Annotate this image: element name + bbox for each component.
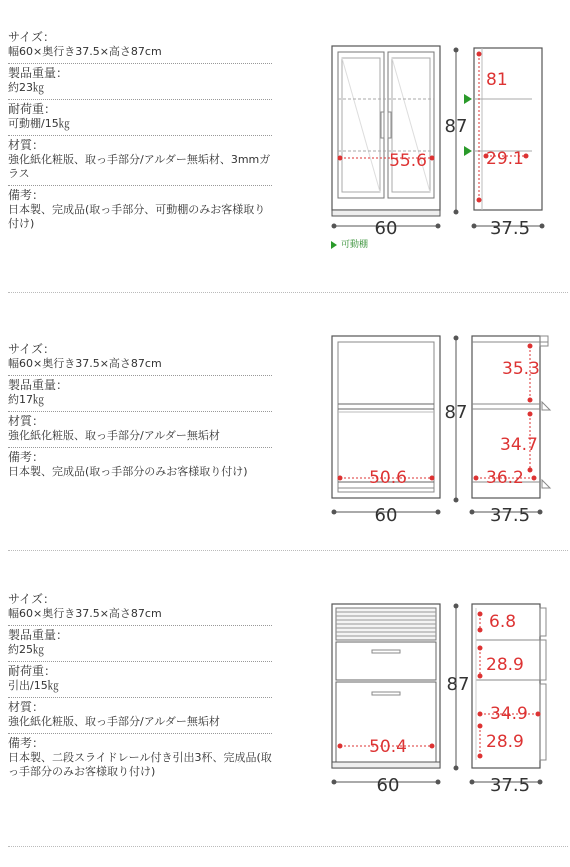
section-divider (8, 846, 568, 847)
spec-value: 日本製、二段スライドレール付き引出3杯、完成品(取っ手部分のみお客様取り付け) (8, 751, 272, 778)
spec-value: 日本製、完成品(取っ手部分のみお客様取り付け) (8, 465, 248, 478)
spec-label: 製品重量： (8, 66, 69, 80)
product-section-1 (0, 0, 570, 290)
side-dim-label: 81 (486, 70, 508, 90)
spec-material (8, 412, 272, 448)
depth-label: 37.5 (489, 218, 531, 238)
dimension-diagram (326, 38, 556, 238)
depth-label: 37.5 (489, 505, 531, 526)
triangle-marker-icon (331, 241, 337, 249)
spec-label: 備考： (8, 736, 45, 750)
spec-weight (8, 376, 272, 412)
dimension-diagram (326, 332, 556, 528)
spec-material (8, 136, 272, 186)
spec-label: 製品重量： (8, 628, 69, 642)
side-dim-label: 29.1 (486, 149, 524, 169)
width-label: 60 (374, 505, 398, 526)
side-dim-label: 34.9 (490, 704, 528, 724)
spec-label: 材質： (8, 138, 45, 152)
spec-value: 約25㎏ (8, 643, 44, 656)
spec-notes (8, 734, 272, 783)
spec-value: 幅60×奥行き37.5×高さ87cm (8, 357, 162, 370)
spec-weight (8, 64, 272, 100)
side-view (464, 48, 542, 210)
front-view (332, 46, 440, 216)
spec-label: 材質： (8, 414, 45, 428)
side-dim-label: 6.8 (489, 612, 517, 632)
side-view (472, 336, 550, 498)
spec-label: サイズ： (8, 592, 56, 606)
side-dim-label: 34.7 (500, 435, 538, 455)
spec-value: 日本製、完成品(取っ手部分、可動棚のみお客様取り付け) (8, 203, 266, 230)
spec-size (8, 28, 272, 64)
spec-value: 強化紙化粧版、取っ手部分/アルダー無垢材 (8, 429, 220, 442)
spec-list (8, 340, 272, 483)
side-dim-label: 28.9 (486, 732, 524, 752)
spec-value: 強化紙化粧版、取っ手部分/アルダー無垢材 (8, 715, 220, 728)
spec-label: 備考： (8, 188, 45, 202)
section-divider (8, 550, 568, 551)
height-label: 87 (444, 116, 468, 137)
spec-value: 約23㎏ (8, 81, 44, 94)
spec-value: 幅60×奥行き37.5×高さ87cm (8, 607, 162, 620)
front-inner-label: 55.6 (389, 151, 427, 171)
height-label: 87 (446, 674, 470, 695)
spec-size (8, 340, 272, 376)
side-dim-label: 35.3 (502, 359, 540, 379)
side-dim-label: 36.2 (486, 468, 524, 488)
spec-size (8, 590, 272, 626)
legend (331, 237, 368, 250)
spec-value: 可動棚/15㎏ (8, 117, 70, 130)
spec-notes (8, 448, 272, 483)
legend-label: 可動棚 (341, 240, 369, 250)
dimension-diagram (326, 600, 556, 800)
spec-label: 耐荷重： (8, 664, 57, 678)
spec-weight (8, 626, 272, 662)
spec-label: 製品重量： (8, 378, 69, 392)
spec-label: サイズ： (8, 342, 56, 356)
depth-label: 37.5 (489, 775, 531, 796)
spec-value: 強化紙化粧版、取っ手部分/アルダー無垢材、3mmガラス (8, 153, 271, 180)
spec-label: サイズ： (8, 30, 56, 44)
height-label: 87 (444, 402, 468, 423)
product-section-3 (0, 554, 570, 849)
spec-value: 引出/15㎏ (8, 679, 59, 692)
spec-load (8, 100, 272, 136)
spec-list (8, 590, 272, 783)
spec-label: 材質： (8, 700, 45, 714)
section-divider (8, 292, 568, 293)
product-section-2 (0, 296, 570, 546)
spec-list (8, 28, 272, 235)
spec-value: 幅60×奥行き37.5×高さ87cm (8, 45, 162, 58)
width-label: 60 (376, 775, 400, 796)
front-view (332, 604, 440, 768)
width-label: 60 (374, 218, 398, 238)
front-inner-label: 50.6 (369, 468, 407, 488)
spec-material (8, 698, 272, 734)
side-view (472, 604, 546, 768)
spec-label: 備考： (8, 450, 45, 464)
side-dim-label: 28.9 (486, 655, 524, 675)
spec-load (8, 662, 272, 698)
spec-notes (8, 186, 272, 235)
front-inner-label: 50.4 (369, 737, 407, 757)
front-view (332, 336, 440, 498)
spec-label: 耐荷重： (8, 102, 57, 116)
spec-value: 約17㎏ (8, 393, 44, 406)
